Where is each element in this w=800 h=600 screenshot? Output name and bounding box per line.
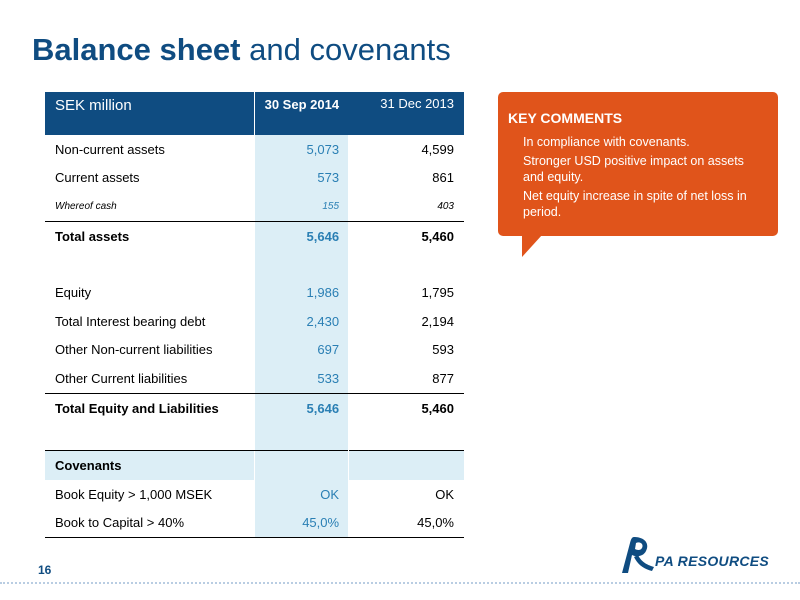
row-value-2014: 1,986 <box>255 278 348 307</box>
key-comments-callout <box>498 92 778 236</box>
row-value-2013: 5,460 <box>348 221 464 250</box>
table-spacer-row <box>45 422 464 451</box>
key-comment-item: Stronger USD positive impact on assets and equity. <box>523 154 744 184</box>
row-label: Book Equity > 1,000 MSEK <box>55 486 213 502</box>
row-value-2014: 5,646 <box>255 393 348 422</box>
table-row <box>45 480 464 509</box>
row-value-2013: OK <box>435 486 454 502</box>
pa-resources-logo <box>620 535 772 575</box>
row-label: Total Interest bearing debt <box>55 313 206 329</box>
row-label: Non-current assets <box>55 141 165 157</box>
key-comment-item: In compliance with covenants. <box>523 135 690 149</box>
table-row <box>45 192 464 221</box>
row-value-2014: 45,0% <box>255 509 348 538</box>
row-value-2014: 5,646 <box>255 221 348 250</box>
row-value-2013: 861 <box>432 170 454 186</box>
page-number: 16 <box>38 563 52 577</box>
row-value-2013: 403 <box>437 200 454 212</box>
row-value-2013: 5,460 <box>348 393 464 422</box>
table-row <box>45 307 464 336</box>
key-comment-item: Net equity increase in spite of net loss in period. <box>523 189 747 219</box>
footer-dotted-divider <box>0 582 800 584</box>
row-value-2014: OK <box>255 480 348 509</box>
table-total-row <box>45 393 464 422</box>
row-value-2013: 877 <box>432 370 454 386</box>
pa-resources-logo-text: PA RESOURCES <box>655 553 770 569</box>
header-col-dec-2013: 31 Dec 2013 <box>348 92 464 135</box>
row-value-2013: 2,194 <box>421 313 454 329</box>
row-value-2014: 5,073 <box>255 135 348 164</box>
row-value-2013: 593 <box>432 342 454 358</box>
row-label: Total Equity and Liabilities <box>45 393 255 422</box>
row-label: Whereof cash <box>55 200 117 212</box>
row-value-2013: 4,599 <box>421 141 454 157</box>
header-label: SEK million <box>45 92 255 135</box>
table-row <box>45 278 464 307</box>
page-title <box>32 32 451 68</box>
balance-sheet-table <box>45 92 464 538</box>
covenants-section-header <box>45 451 464 480</box>
row-label: Current assets <box>55 170 140 186</box>
row-value-2014: 2,430 <box>255 307 348 336</box>
row-label: Other Current liabilities <box>55 370 188 386</box>
row-label: Other Non-current liabilities <box>55 342 213 358</box>
row-value-2014: 533 <box>255 364 348 393</box>
table-row <box>45 509 464 538</box>
header-col-sep-2014: 30 Sep 2014 <box>255 92 348 135</box>
page-title-bold: Balance sheet <box>32 32 241 67</box>
table-row <box>45 336 464 365</box>
row-label: Book to Capital > 40% <box>45 509 255 538</box>
table-header-row <box>45 92 464 135</box>
table-row <box>45 364 464 393</box>
pa-resources-logo-icon <box>620 535 660 575</box>
row-value-2013: 45,0% <box>348 509 464 538</box>
covenants-label: Covenants <box>45 451 255 480</box>
row-label: Equity <box>55 285 92 301</box>
key-comments-list <box>523 134 768 223</box>
table-total-row <box>45 221 464 250</box>
table-spacer-row <box>45 250 464 278</box>
row-value-2014: 573 <box>255 164 348 193</box>
row-label: Total assets <box>45 221 255 250</box>
row-value-2014: 697 <box>255 336 348 365</box>
table-row <box>45 135 464 164</box>
key-comments-heading: KEY COMMENTS <box>508 110 623 126</box>
page-title-rest: and covenants <box>249 32 451 67</box>
row-value-2013: 1,795 <box>421 285 454 301</box>
row-value-2014: 155 <box>255 192 348 221</box>
table-row <box>45 164 464 193</box>
